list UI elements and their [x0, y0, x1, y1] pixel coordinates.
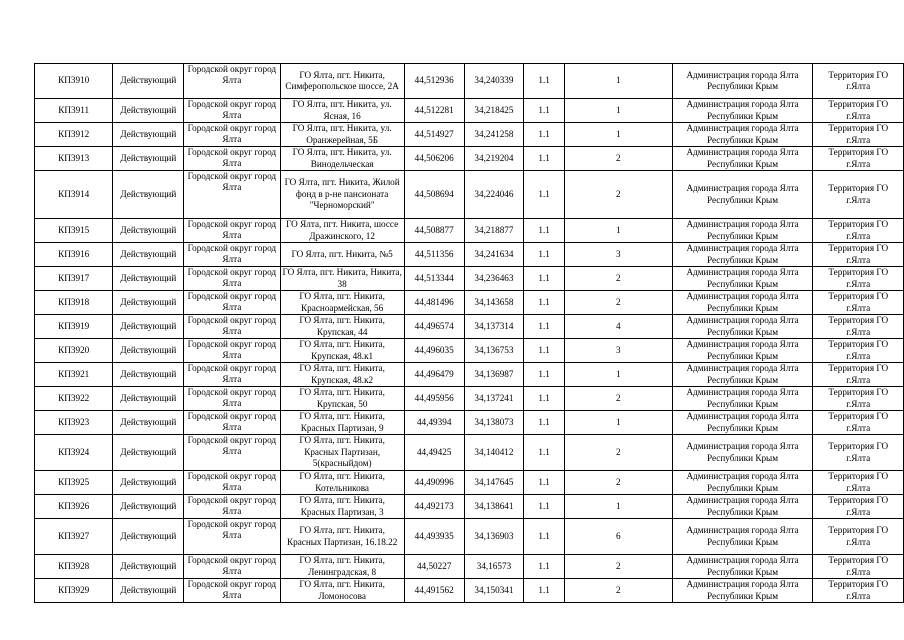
cell-territory: Территория ГО г.Ялта: [813, 291, 904, 315]
cell-count: 2: [564, 267, 672, 291]
table-row: [35, 363, 904, 387]
cell-type: 1.1: [524, 411, 565, 435]
cell-type: 1.1: [524, 219, 565, 243]
cell-administration: Администрация города Ялта Республики Крым: [672, 243, 813, 267]
cell-latitude: 44,491562: [404, 579, 464, 603]
table-row: [35, 339, 904, 363]
cell-status: Действующий: [113, 495, 184, 519]
table-row: [35, 555, 904, 579]
cell-okrug: Городской округ город Ялта: [184, 123, 280, 147]
cell-territory: Территория ГО г.Ялта: [813, 147, 904, 171]
cell-longitude: 34,219204: [464, 147, 524, 171]
cell-okrug: Городской округ город Ялта: [184, 411, 280, 435]
cell-code: КП3926: [35, 495, 113, 519]
cell-latitude: 44,490996: [404, 471, 464, 495]
cell-latitude: 44,508877: [404, 219, 464, 243]
cell-territory: Территория ГО г.Ялта: [813, 495, 904, 519]
cell-type: 1.1: [524, 579, 565, 603]
cell-longitude: 34,138073: [464, 411, 524, 435]
cell-code: КП3913: [35, 147, 113, 171]
table-row: [35, 495, 904, 519]
cell-type: 1.1: [524, 471, 565, 495]
cell-longitude: 34,136987: [464, 363, 524, 387]
cell-type: 1.1: [524, 171, 565, 219]
cell-territory: Территория ГО г.Ялта: [813, 387, 904, 411]
cell-administration: Администрация города Ялта Республики Крым: [672, 291, 813, 315]
cell-administration: Администрация города Ялта Республики Крым: [672, 147, 813, 171]
cell-territory: Территория ГО г.Ялта: [813, 411, 904, 435]
cell-type: 1.1: [524, 243, 565, 267]
cell-address: ГО Ялта, пгт. Никита, Крупская, 50: [280, 387, 404, 411]
cell-address: ГО Ялта, пгт. Никита, Ломоносова: [280, 579, 404, 603]
cell-status: Действующий: [113, 99, 184, 123]
cell-longitude: 34,147645: [464, 471, 524, 495]
cell-address: ГО Ялта, пгт. Никита, Красных Партизан, 5(красныйдом): [280, 435, 404, 471]
cell-okrug: Городской округ город Ялта: [184, 243, 280, 267]
cell-administration: Администрация города Ялта Республики Крым: [672, 519, 813, 555]
cell-type: 1.1: [524, 99, 565, 123]
cell-status: Действующий: [113, 171, 184, 219]
table-row: [35, 64, 904, 99]
table-row: [35, 147, 904, 171]
cell-address: ГО Ялта, пгт. Никита, Красных Партизан, 16.18.22: [280, 519, 404, 555]
cell-latitude: 44,481496: [404, 291, 464, 315]
cell-type: 1.1: [524, 495, 565, 519]
cell-address: ГО Ялта, пгт. Никита, Никита, 38: [280, 267, 404, 291]
cell-longitude: 34,224046: [464, 171, 524, 219]
cell-code: КП3911: [35, 99, 113, 123]
cell-latitude: 44,512281: [404, 99, 464, 123]
cell-address: ГО Ялта, пгт. Никита, №5: [280, 243, 404, 267]
cell-status: Действующий: [113, 339, 184, 363]
cell-status: Действующий: [113, 315, 184, 339]
cell-okrug: Городской округ город Ялта: [184, 387, 280, 411]
cell-address: ГО Ялта, пгт. Никита, Красноармейская, 56: [280, 291, 404, 315]
cell-territory: Территория ГО г.Ялта: [813, 123, 904, 147]
cell-count: 1: [564, 123, 672, 147]
cell-okrug: Городской округ город Ялта: [184, 519, 280, 555]
cell-code: КП3912: [35, 123, 113, 147]
cell-count: 1: [564, 411, 672, 435]
cell-type: 1.1: [524, 339, 565, 363]
cell-okrug: Городской округ город Ялта: [184, 315, 280, 339]
cell-okrug: Городской округ город Ялта: [184, 471, 280, 495]
cell-administration: Администрация города Ялта Республики Крым: [672, 219, 813, 243]
table-row: [35, 219, 904, 243]
cell-territory: Территория ГО г.Ялта: [813, 519, 904, 555]
cell-status: Действующий: [113, 147, 184, 171]
cell-administration: Администрация города Ялта Республики Крым: [672, 267, 813, 291]
cell-count: 1: [564, 219, 672, 243]
cell-count: 2: [564, 387, 672, 411]
cell-code: КП3929: [35, 579, 113, 603]
table-row: [35, 579, 904, 603]
table-row: [35, 171, 904, 219]
cell-address: ГО Ялта, пгт. Никита, Крупская, 48.к2: [280, 363, 404, 387]
cell-longitude: 34,137314: [464, 315, 524, 339]
cell-territory: Территория ГО г.Ялта: [813, 579, 904, 603]
cell-longitude: 34,240339: [464, 64, 524, 99]
cell-okrug: Городской округ город Ялта: [184, 291, 280, 315]
cell-territory: Территория ГО г.Ялта: [813, 315, 904, 339]
cell-latitude: 44,49394: [404, 411, 464, 435]
cell-type: 1.1: [524, 435, 565, 471]
cell-code: КП3915: [35, 219, 113, 243]
cell-latitude: 44,512936: [404, 64, 464, 99]
cell-latitude: 44,496574: [404, 315, 464, 339]
cell-longitude: 34,241634: [464, 243, 524, 267]
cell-type: 1.1: [524, 267, 565, 291]
cell-territory: Территория ГО г.Ялта: [813, 339, 904, 363]
cell-code: КП3917: [35, 267, 113, 291]
cell-type: 1.1: [524, 64, 565, 99]
cell-latitude: 44,49425: [404, 435, 464, 471]
cell-administration: Администрация города Ялта Республики Крым: [672, 411, 813, 435]
cell-administration: Администрация города Ялта Республики Крым: [672, 339, 813, 363]
cell-territory: Территория ГО г.Ялта: [813, 435, 904, 471]
table-row: [35, 243, 904, 267]
cell-code: КП3922: [35, 387, 113, 411]
cell-status: Действующий: [113, 435, 184, 471]
table-row: [35, 411, 904, 435]
cell-latitude: 44,508694: [404, 171, 464, 219]
cell-administration: Администрация города Ялта Республики Крым: [672, 123, 813, 147]
cell-latitude: 44,514927: [404, 123, 464, 147]
cell-count: 2: [564, 147, 672, 171]
cell-territory: Территория ГО г.Ялта: [813, 99, 904, 123]
cell-code: КП3919: [35, 315, 113, 339]
cell-code: КП3923: [35, 411, 113, 435]
cell-longitude: 34,218425: [464, 99, 524, 123]
cell-territory: Территория ГО г.Ялта: [813, 243, 904, 267]
cell-count: 2: [564, 291, 672, 315]
cell-code: КП3920: [35, 339, 113, 363]
cell-address: ГО Ялта, пгт. Никита, Красных Партизан, 3: [280, 495, 404, 519]
cell-okrug: Городской округ город Ялта: [184, 339, 280, 363]
cell-latitude: 44,511356: [404, 243, 464, 267]
cell-latitude: 44,492173: [404, 495, 464, 519]
cell-territory: Территория ГО г.Ялта: [813, 363, 904, 387]
cell-code: КП3910: [35, 64, 113, 99]
cell-territory: Территория ГО г.Ялта: [813, 171, 904, 219]
cell-type: 1.1: [524, 555, 565, 579]
cell-type: 1.1: [524, 147, 565, 171]
cell-status: Действующий: [113, 387, 184, 411]
cell-type: 1.1: [524, 123, 565, 147]
cell-count: 2: [564, 171, 672, 219]
cell-longitude: 34,140412: [464, 435, 524, 471]
cell-latitude: 44,496035: [404, 339, 464, 363]
table-row: [35, 471, 904, 495]
table-body: [35, 64, 904, 603]
cell-address: ГО Ялта, пгт. Никита, ул. Ясная, 16: [280, 99, 404, 123]
cell-count: 1: [564, 363, 672, 387]
cell-status: Действующий: [113, 219, 184, 243]
cell-okrug: Городской округ город Ялта: [184, 363, 280, 387]
cell-longitude: 34,137241: [464, 387, 524, 411]
cell-longitude: 34,241258: [464, 123, 524, 147]
cell-count: 2: [564, 555, 672, 579]
cell-status: Действующий: [113, 291, 184, 315]
table-row: [35, 315, 904, 339]
cell-okrug: Городской округ город Ялта: [184, 147, 280, 171]
cell-count: 3: [564, 339, 672, 363]
cell-status: Действующий: [113, 519, 184, 555]
cell-okrug: Городской округ город Ялта: [184, 435, 280, 471]
cell-administration: Администрация города Ялта Республики Крым: [672, 387, 813, 411]
cell-administration: Администрация города Ялта Республики Крым: [672, 315, 813, 339]
cell-count: 3: [564, 243, 672, 267]
cell-status: Действующий: [113, 123, 184, 147]
cell-count: 2: [564, 471, 672, 495]
cell-okrug: Городской округ город Ялта: [184, 219, 280, 243]
cell-administration: Администрация города Ялта Республики Крым: [672, 555, 813, 579]
cell-code: КП3924: [35, 435, 113, 471]
table-row: [35, 387, 904, 411]
cell-count: 2: [564, 579, 672, 603]
cell-address: ГО Ялта, пгт. Никита, ул. Винодельческая: [280, 147, 404, 171]
cell-longitude: 34,136903: [464, 519, 524, 555]
cell-code: КП3928: [35, 555, 113, 579]
cell-count: 1: [564, 495, 672, 519]
table-row: [35, 267, 904, 291]
cell-territory: Территория ГО г.Ялта: [813, 219, 904, 243]
cell-status: Действующий: [113, 471, 184, 495]
cell-latitude: 44,496479: [404, 363, 464, 387]
cell-count: 6: [564, 519, 672, 555]
cell-territory: Территория ГО г.Ялта: [813, 555, 904, 579]
cell-okrug: Городской округ город Ялта: [184, 579, 280, 603]
cell-status: Действующий: [113, 64, 184, 99]
cell-latitude: 44,493935: [404, 519, 464, 555]
cell-type: 1.1: [524, 291, 565, 315]
cell-code: КП3921: [35, 363, 113, 387]
cell-address: ГО Ялта, пгт. Никита, шоссе Дражинского, 12: [280, 219, 404, 243]
cell-type: 1.1: [524, 519, 565, 555]
cell-latitude: 44,513344: [404, 267, 464, 291]
cell-latitude: 44,506206: [404, 147, 464, 171]
cell-administration: Администрация города Ялта Республики Крым: [672, 171, 813, 219]
cell-code: КП3914: [35, 171, 113, 219]
cell-latitude: 44,50227: [404, 555, 464, 579]
cell-status: Действующий: [113, 555, 184, 579]
cell-code: КП3916: [35, 243, 113, 267]
cell-longitude: 34,138641: [464, 495, 524, 519]
cell-okrug: Городской округ город Ялта: [184, 171, 280, 219]
cell-count: 1: [564, 99, 672, 123]
cell-okrug: Городской округ город Ялта: [184, 495, 280, 519]
table-row: [35, 291, 904, 315]
cell-longitude: 34,143658: [464, 291, 524, 315]
cell-administration: Администрация города Ялта Республики Крым: [672, 579, 813, 603]
cell-address: ГО Ялта, пгт. Никита, ул. Оранжерейная, 5Б: [280, 123, 404, 147]
cell-type: 1.1: [524, 315, 565, 339]
cell-address: ГО Ялта, пгт. Никита, Жилой фонд в р-не пансионата "Черноморский": [280, 171, 404, 219]
cell-status: Действующий: [113, 579, 184, 603]
cell-territory: Территория ГО г.Ялта: [813, 471, 904, 495]
cell-longitude: 34,136753: [464, 339, 524, 363]
cell-okrug: Городской округ город Ялта: [184, 99, 280, 123]
cell-address: ГО Ялта, пгт. Никита, Симферопольское шоссе, 2А: [280, 64, 404, 99]
cell-count: 1: [564, 64, 672, 99]
cell-administration: Администрация города Ялта Республики Крым: [672, 495, 813, 519]
cell-administration: Администрация города Ялта Республики Крым: [672, 471, 813, 495]
cell-address: ГО Ялта, пгт. Никита, Ленинградская, 8: [280, 555, 404, 579]
cell-count: 2: [564, 435, 672, 471]
cell-count: 4: [564, 315, 672, 339]
cell-type: 1.1: [524, 387, 565, 411]
cell-longitude: 34,16573: [464, 555, 524, 579]
cell-longitude: 34,218877: [464, 219, 524, 243]
cell-okrug: Городской округ город Ялта: [184, 64, 280, 99]
cell-latitude: 44,495956: [404, 387, 464, 411]
cell-administration: Администрация города Ялта Республики Крым: [672, 363, 813, 387]
cell-address: ГО Ялта, пгт. Никита, Красных Партизан, 9: [280, 411, 404, 435]
cell-address: ГО Ялта, пгт. Никита, Крупская, 44: [280, 315, 404, 339]
cell-type: 1.1: [524, 363, 565, 387]
cell-territory: Территория ГО г.Ялта: [813, 64, 904, 99]
table-row: [35, 123, 904, 147]
cell-okrug: Городской округ город Ялта: [184, 267, 280, 291]
cell-administration: Администрация города Ялта Республики Крым: [672, 99, 813, 123]
container-sites-table: [34, 63, 904, 603]
table-row: [35, 519, 904, 555]
cell-longitude: 34,150341: [464, 579, 524, 603]
cell-administration: Администрация города Ялта Республики Крым: [672, 64, 813, 99]
cell-status: Действующий: [113, 267, 184, 291]
cell-status: Действующий: [113, 411, 184, 435]
cell-address: ГО Ялта, пгт. Никита, Котельникова: [280, 471, 404, 495]
cell-status: Действующий: [113, 243, 184, 267]
cell-administration: Администрация города Ялта Республики Крым: [672, 435, 813, 471]
cell-territory: Территория ГО г.Ялта: [813, 267, 904, 291]
table-row: [35, 99, 904, 123]
cell-code: КП3925: [35, 471, 113, 495]
cell-longitude: 34,236463: [464, 267, 524, 291]
cell-code: КП3927: [35, 519, 113, 555]
cell-code: КП3918: [35, 291, 113, 315]
cell-status: Действующий: [113, 363, 184, 387]
cell-address: ГО Ялта, пгт. Никита, Крупская, 48.к1: [280, 339, 404, 363]
table-row: [35, 435, 904, 471]
cell-okrug: Городской округ город Ялта: [184, 555, 280, 579]
